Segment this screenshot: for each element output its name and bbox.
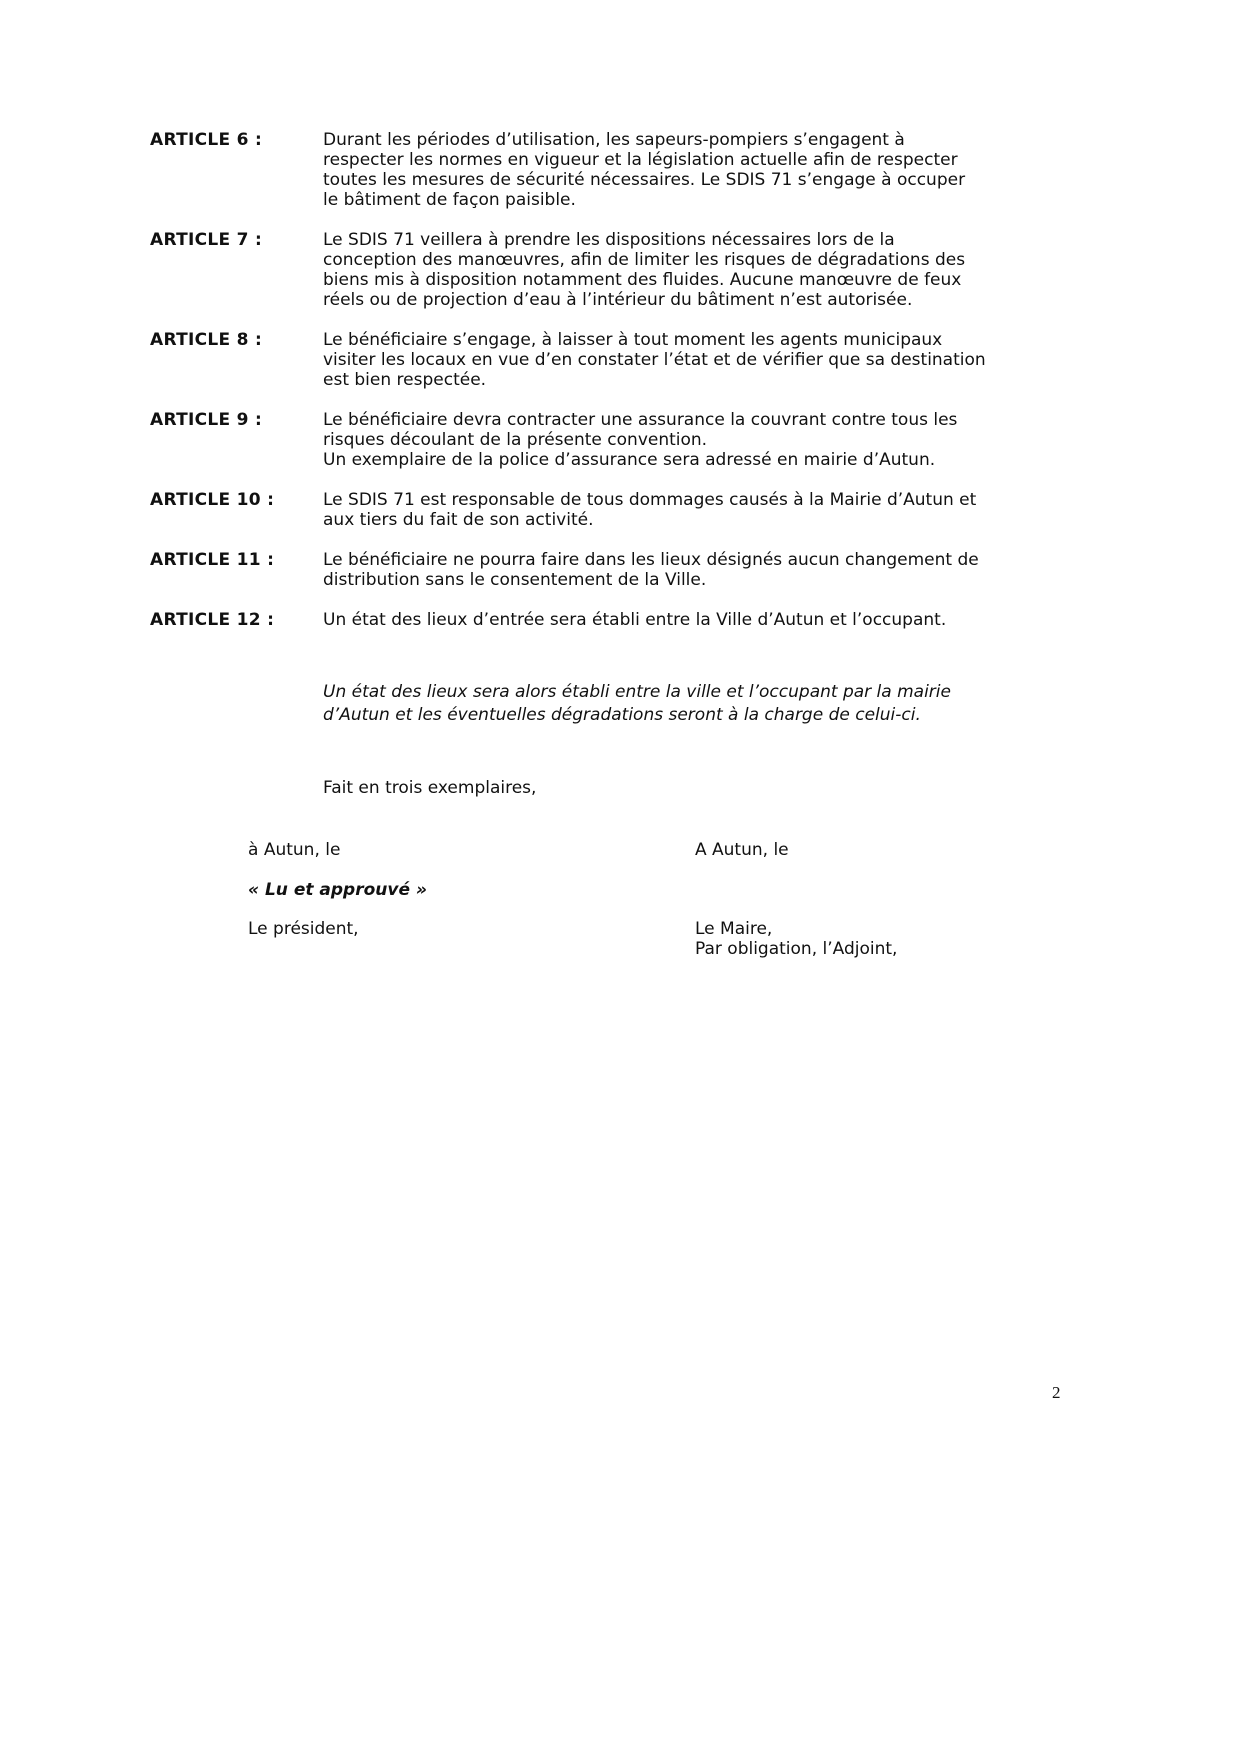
article-9: [150, 410, 1060, 470]
article-body: [323, 610, 1060, 630]
article-label: ARTICLE 6 :: [150, 130, 263, 150]
right-signature-place: A Autun, le: [695, 840, 789, 860]
right-signature-title-line: Par obligation, l’Adjoint,: [695, 939, 898, 959]
article-body: [323, 410, 1060, 470]
article-text-line: Le bénéficiaire s’engage, à laisser à tout moment les agents municipaux: [323, 330, 943, 350]
article-text-line: distribution sans le consentement de la Ville.: [323, 570, 707, 590]
article-7: [150, 230, 1060, 310]
article-text-line: Un exemplaire de la police d’assurance sera adressé en mairie d’Autun.: [323, 450, 936, 470]
right-signature-title: [695, 919, 897, 959]
article-label: ARTICLE 11 :: [150, 550, 275, 570]
article-10: [150, 490, 1060, 530]
article-body: [323, 330, 1060, 390]
article-text-line: Durant les périodes d’utilisation, les sapeurs-pompiers s’engagent à: [323, 130, 905, 150]
article-6: [150, 130, 1060, 210]
closing-text: Fait en trois exemplaires,: [323, 778, 537, 798]
article-label: ARTICLE 8 :: [150, 330, 263, 350]
article-text-line: Le SDIS 71 veillera à prendre les dispositions nécessaires lors de la: [323, 230, 895, 250]
article-label: ARTICLE 7 :: [150, 230, 263, 250]
article-body: [323, 490, 1060, 530]
article-body: [323, 230, 1060, 310]
article-text-line: toutes les mesures de sécurité nécessaires. Le SDIS 71 s’engage à occuper: [323, 170, 966, 190]
article-8: [150, 330, 1060, 390]
note-line: Un état des lieux sera alors établi entre la ville et l’occupant par la mairie: [323, 682, 951, 702]
left-signature-place: à Autun, le: [248, 840, 341, 860]
article-text-line: aux tiers du fait de son activité.: [323, 510, 594, 530]
article-body: [323, 130, 1060, 210]
article-text-line: conception des manœuvres, afin de limiter les risques de dégradations des: [323, 250, 966, 270]
article-12: [150, 610, 1060, 630]
article-label: ARTICLE 10 :: [150, 490, 275, 510]
article-label: ARTICLE 9 :: [150, 410, 263, 430]
article-text-line: réels ou de projection d’eau à l’intérieur du bâtiment n’est autorisée.: [323, 290, 913, 310]
article-text-line: biens mis à disposition notamment des fluides. Aucune manœuvre de feux: [323, 270, 962, 290]
article-text-line: risques découlant de la présente convention.: [323, 430, 708, 450]
article-11: [150, 550, 1060, 590]
approval-mention: « Lu et approuvé »: [248, 880, 427, 900]
note-line: d’Autun et les éventuelles dégradations seront à la charge de celui-ci.: [323, 705, 921, 725]
article-text-line: Le SDIS 71 est responsable de tous dommages causés à la Mairie d’Autun et: [323, 490, 977, 510]
left-signature-title: Le président,: [248, 919, 359, 939]
right-signature-title-line: Le Maire,: [695, 919, 773, 939]
article-text-line: Le bénéficiaire devra contracter une assurance la couvrant contre tous les: [323, 410, 958, 430]
article-text-line: visiter les locaux en vue d’en constater l’état et de vérifier que sa destination: [323, 350, 986, 370]
page-number: 2: [1052, 1383, 1061, 1402]
article-text-line: est bien respectée.: [323, 370, 487, 390]
article-text-line: le bâtiment de façon paisible.: [323, 190, 576, 210]
article-label: ARTICLE 12 :: [150, 610, 275, 630]
article-text-line: Un état des lieux d’entrée sera établi entre la Ville d’Autun et l’occupant.: [323, 610, 947, 630]
article-text-line: respecter les normes en vigueur et la législation actuelle afin de respecter: [323, 150, 958, 170]
italic-note: [323, 681, 1060, 727]
article-body: [323, 550, 1060, 590]
article-text-line: Le bénéficiaire ne pourra faire dans les lieux désignés aucun changement de: [323, 550, 979, 570]
articles-list: [150, 130, 1060, 650]
